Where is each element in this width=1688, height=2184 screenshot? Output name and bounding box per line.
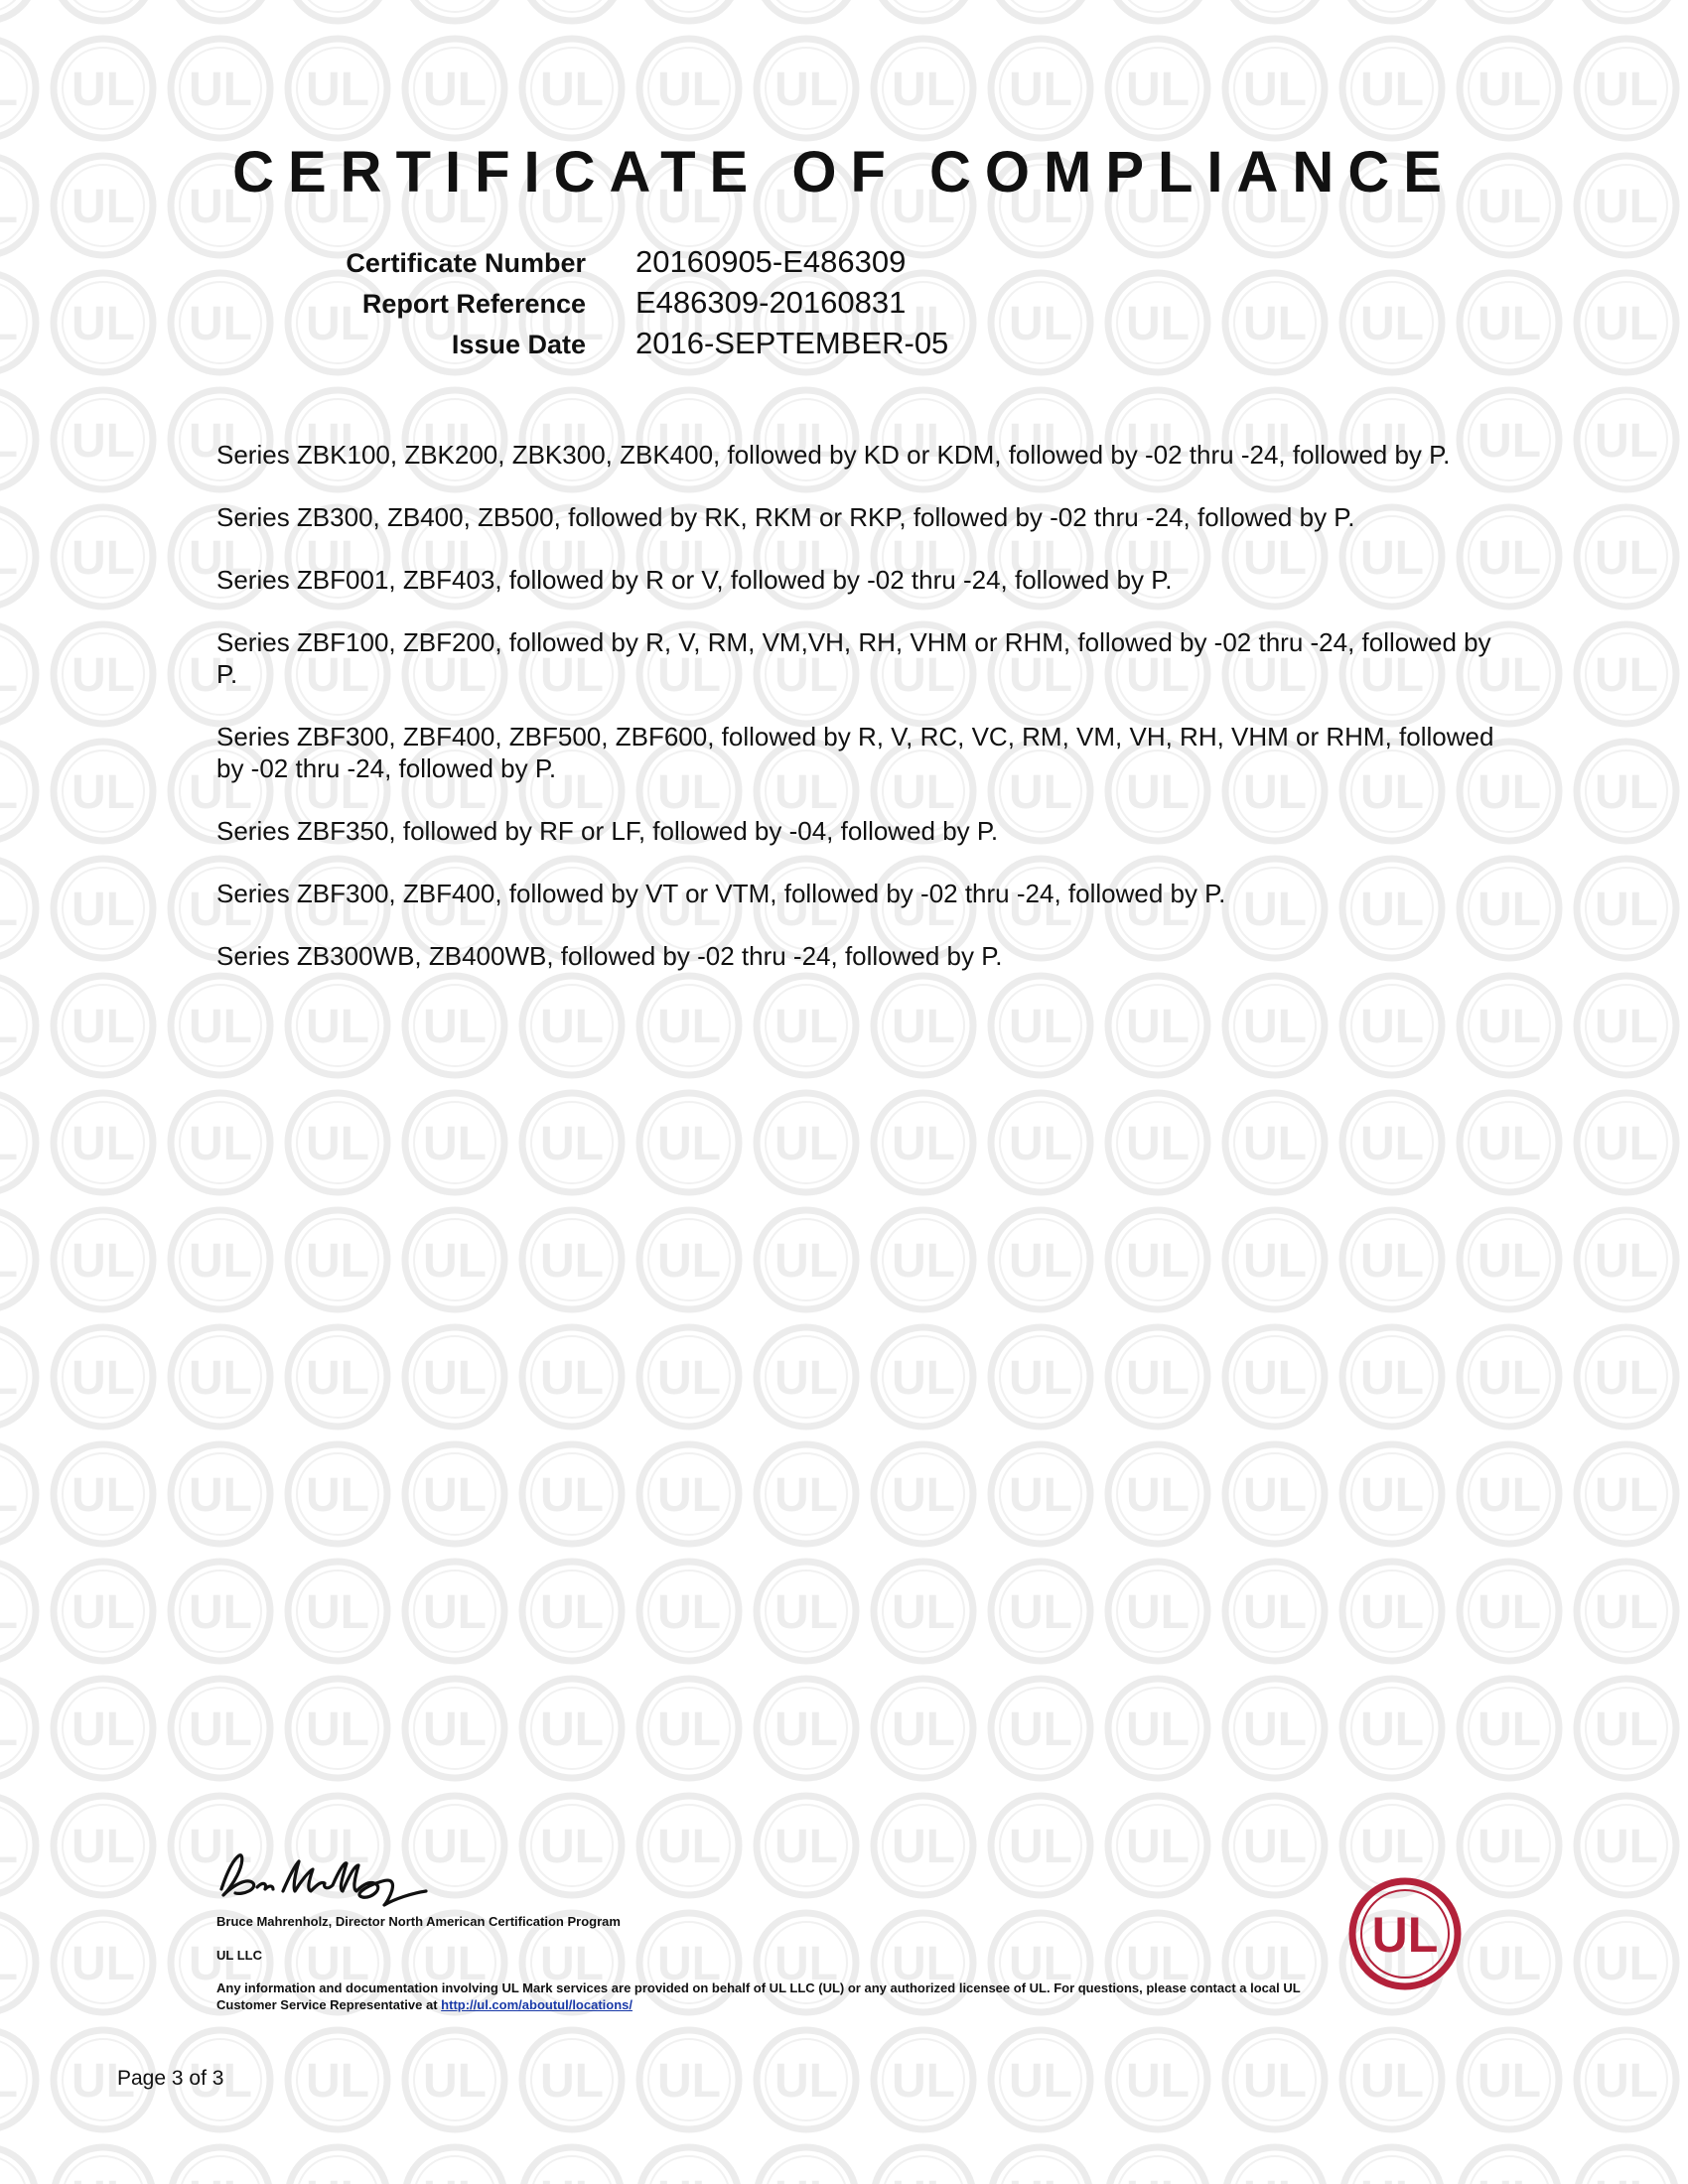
series-item: Series ZBF100, ZBF200, followed by R, V, RM, VM,VH, RH, VHM or RHM, followed by -02 thru -24, followed by P. (216, 627, 1491, 689)
ul-logo-text: UL (1371, 1907, 1439, 1963)
issue-date-row (298, 326, 1192, 366)
organization-name: UL LLC (216, 1948, 262, 1963)
series-item: Series ZB300WB, ZB400WB, followed by -02 thru -24, followed by P. (216, 941, 1003, 971)
page-number: Page 3 of 3 (117, 2067, 224, 2090)
issue-date-label: Issue Date (451, 330, 586, 359)
page-title: CERTIFICATE OF COMPLIANCE (232, 140, 1456, 205)
series-item: Series ZBF300, ZBF400, followed by VT or VTM, followed by -02 thru -24, followed by P. (216, 879, 1226, 908)
certificate-meta (298, 244, 1192, 366)
ul-logo-icon (1345, 1874, 1465, 1993)
series-item: Series ZBF300, ZBF400, ZBF500, ZBF600, followed by R, V, RC, VC, RM, VM, VH, RH, VHM or RHM, followed by -02 thru -24, followed by P. (216, 722, 1494, 783)
disclaimer (216, 1979, 1309, 2013)
locations-link[interactable]: http://ul.com/aboutul/locations/ (441, 1997, 633, 2012)
report-reference-row (298, 285, 1192, 326)
report-reference-value: E486309-20160831 (635, 285, 907, 320)
series-item: Series ZBF001, ZBF403, followed by R or V, followed by -02 thru -24, followed by P. (216, 565, 1173, 595)
certificate-number-value: 20160905-E486309 (635, 244, 907, 279)
signer-name: Bruce Mahrenholz, Director North American Certification Program (216, 1914, 621, 1929)
report-reference-label: Report Reference (361, 289, 586, 319)
series-item: Series ZBK100, ZBK200, ZBK300, ZBK400, followed by KD or KDM, followed by -02 thru -24, followed by P. (216, 440, 1451, 470)
certificate-number-label: Certificate Number (346, 248, 586, 278)
disclaimer-text: Any information and documentation involving UL Mark services are provided on behalf of UL LLC (UL) or any authorized licensee of UL. For questions, please contact a local UL Customer Service Representative at (216, 1980, 1301, 2012)
issue-date-value: 2016-SEPTEMBER-05 (635, 326, 949, 360)
signature-image (213, 1842, 442, 1911)
certificate-number-row (298, 244, 1192, 285)
series-item: Series ZBF350, followed by RF or LF, followed by -04, followed by P. (216, 816, 999, 846)
series-list (216, 439, 1497, 1003)
series-item: Series ZB300, ZB400, ZB500, followed by RK, RKM or RKP, followed by -02 thru -24, followed by P. (216, 502, 1355, 532)
